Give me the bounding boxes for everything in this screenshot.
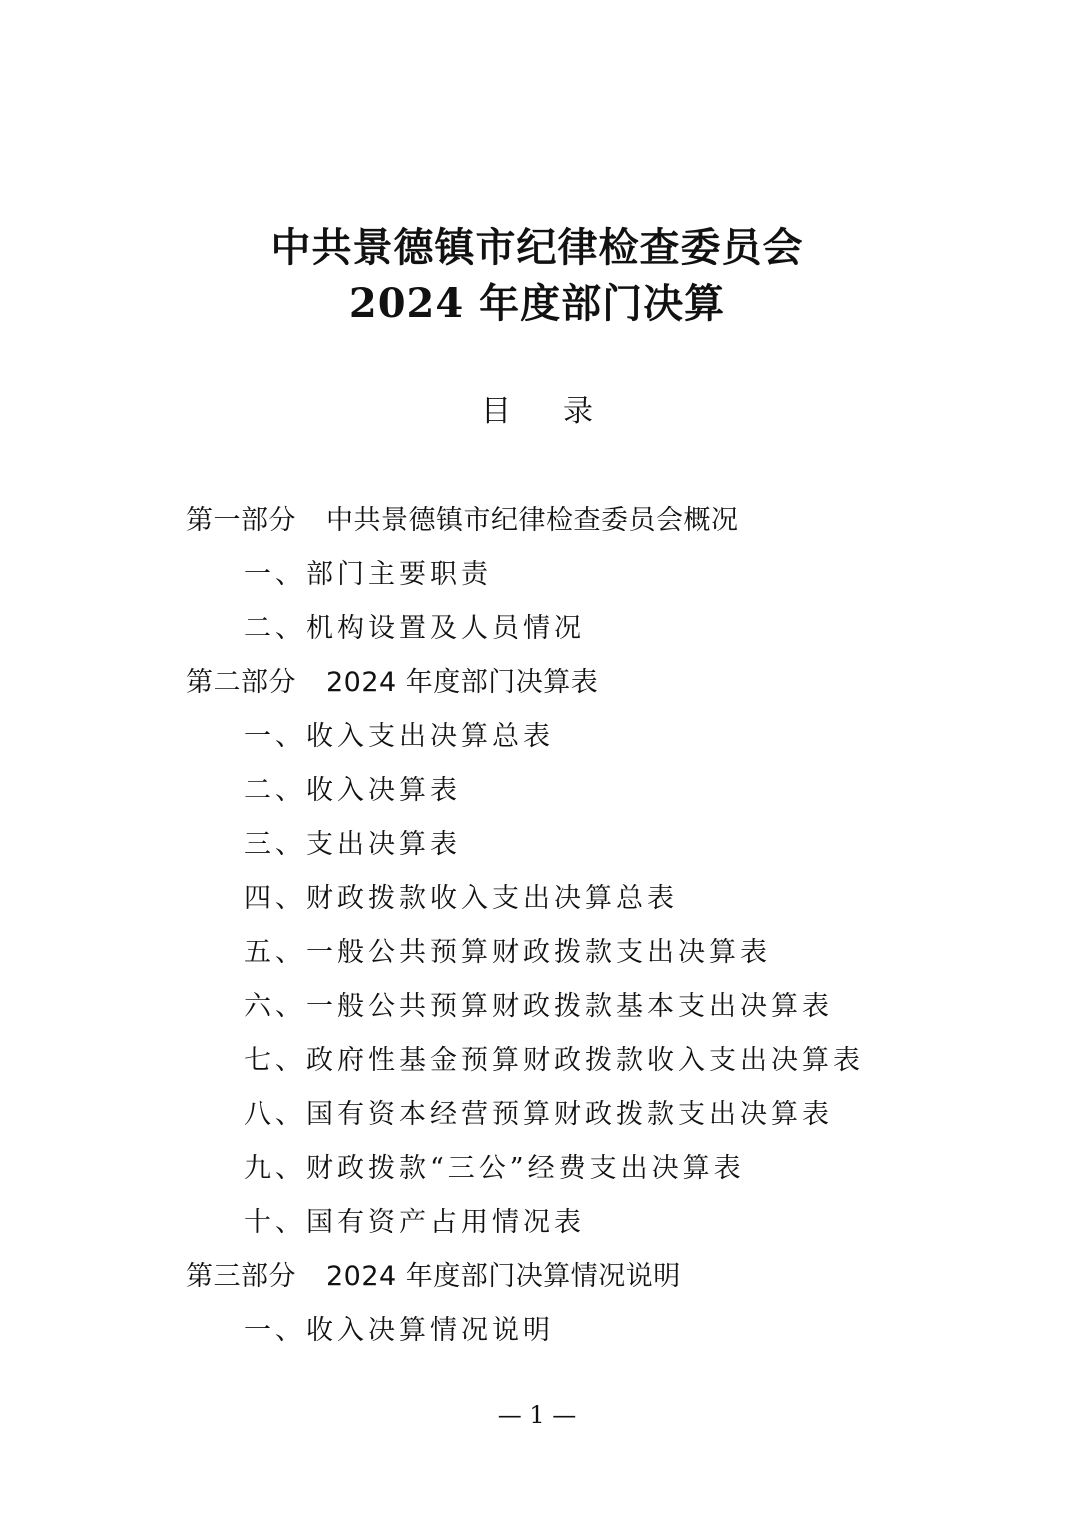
document-title-line-2: 2024 年度部门决算 [348, 280, 726, 327]
toc-part-label: 第一部分 [186, 505, 296, 536]
toc-item: 六、一般公共预算财政拨款基本支出决算表 [244, 991, 833, 1022]
page-number: — 1 — [497, 1401, 577, 1429]
toc-part-3 [186, 1250, 946, 1304]
toc-item: 十、国有资产占用情况表 [244, 1207, 585, 1238]
toc-part-2 [186, 656, 946, 710]
toc-item: 四、财政拨款收入支出决算总表 [244, 883, 678, 914]
table-of-contents [186, 494, 946, 1358]
toc-item: 二、收入决算表 [244, 775, 461, 806]
toc-item: 一、收入支出决算总表 [244, 721, 554, 752]
toc-heading-char-1: 目 [481, 394, 511, 429]
toc-item: 三、支出决算表 [244, 829, 461, 860]
toc-part-name: 中共景德镇市纪律检查委员会概况 [326, 505, 739, 536]
toc-item: 五、一般公共预算财政拨款支出决算表 [244, 937, 771, 968]
toc-item: 九、财政拨款“三公”经费支出决算表 [244, 1153, 745, 1184]
toc-part-label: 第二部分 [186, 667, 296, 698]
document-title-line-1: 中共景德镇市纪律检查委员会 [270, 224, 804, 271]
toc-item: 一、部门主要职责 [244, 559, 492, 590]
toc-heading-char-2: 录 [563, 394, 593, 429]
toc-part-name: 2024 年度部门决算情况说明 [326, 1261, 681, 1292]
toc-part-1 [186, 494, 946, 548]
toc-item: 一、收入决算情况说明 [244, 1315, 554, 1346]
toc-heading [0, 388, 1074, 436]
toc-part-label: 第三部分 [186, 1261, 296, 1292]
toc-item: 七、政府性基金预算财政拨款收入支出决算表 [244, 1045, 864, 1076]
toc-item: 二、机构设置及人员情况 [244, 613, 585, 644]
toc-part-name: 2024 年度部门决算表 [326, 667, 599, 698]
toc-item: 八、国有资本经营预算财政拨款支出决算表 [244, 1099, 833, 1130]
